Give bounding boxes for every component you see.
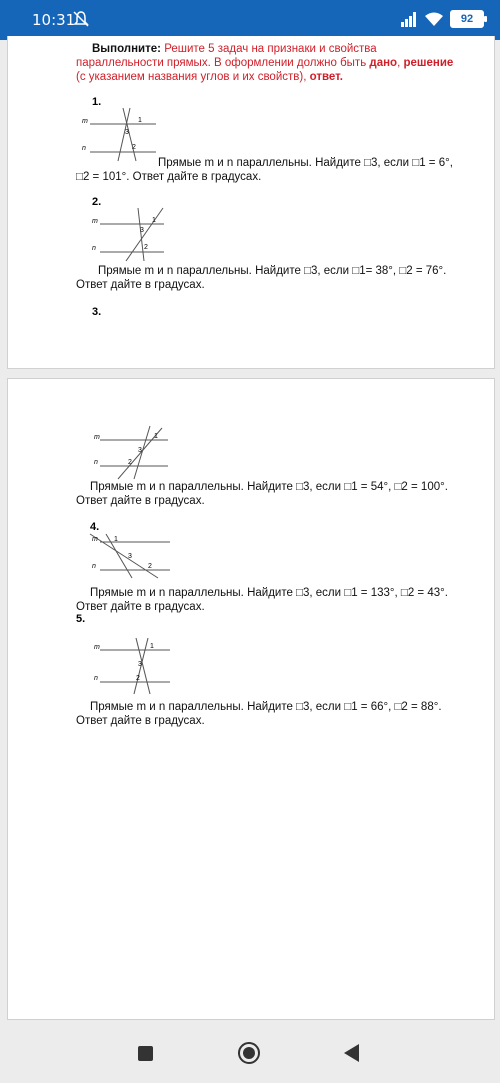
label-angle-2: 2 xyxy=(144,244,148,251)
task-text-2: параллельности прямых. В оформлении должно быть xyxy=(76,57,367,69)
label-n: n xyxy=(92,245,96,252)
problem-5-text-b: Ответ дайте в градусах. xyxy=(76,715,205,727)
problem-1-text-a: Прямые m и n параллельны. Найдите □3, если □1 = 6°, xyxy=(158,157,453,169)
task-text-1: Решите 5 задач на признаки и свойства xyxy=(164,43,377,55)
task-line-2: параллельности прямых. В оформлении должно быть дано, решение xyxy=(76,57,454,69)
problem-1-figure xyxy=(78,106,158,162)
label-m: m xyxy=(92,218,98,225)
label-angle-3: 3 xyxy=(138,661,142,668)
status-time: 10:31 xyxy=(32,11,76,29)
battery-icon: 92 xyxy=(450,10,484,28)
problem-2-figure xyxy=(88,206,168,262)
label-angle-3: 3 xyxy=(125,129,129,136)
bell-muted-icon xyxy=(72,10,90,28)
problem-2-number: 2. xyxy=(92,196,102,208)
problem-5-text-a: Прямые m и n параллельны. Найдите □3, если □1 = 66°, □2 = 88°. xyxy=(90,701,442,713)
label-angle-1: 1 xyxy=(152,217,156,224)
label-angle-2: 2 xyxy=(136,675,140,682)
signal-icon xyxy=(400,11,418,27)
document-page-1 xyxy=(7,36,495,369)
label-angle-2: 2 xyxy=(148,563,152,570)
back-button[interactable] xyxy=(344,1044,359,1062)
wifi-icon xyxy=(424,11,444,27)
problem-2-text-a: Прямые m и n параллельны. Найдите □3, если □1= 38°, □2 = 76°. xyxy=(98,265,447,277)
label-n: n xyxy=(94,675,98,682)
label-angle-1: 1 xyxy=(150,643,154,650)
problem-3-number: 3. xyxy=(92,306,102,318)
label-n: n xyxy=(82,145,86,152)
label-m: m xyxy=(94,434,100,441)
home-button[interactable] xyxy=(238,1042,260,1064)
problem-1-number: 1. xyxy=(92,96,102,108)
problem-1-text-b: □2 = 101°. Ответ дайте в градусах. xyxy=(76,171,262,183)
label-angle-3: 3 xyxy=(138,447,142,454)
problem-5-number: 5. xyxy=(76,613,86,625)
task-line-1 xyxy=(92,42,377,56)
task-prefix: Выполните: xyxy=(92,43,161,55)
label-angle-2: 2 xyxy=(132,144,136,151)
task-otvet: ответ. xyxy=(309,71,343,83)
label-m: m xyxy=(92,536,98,543)
label-m: m xyxy=(94,644,100,651)
document-page-2 xyxy=(7,378,495,1020)
problem-4-figure xyxy=(88,532,172,580)
task-text-3: (с указанием названия углов и их свойств), xyxy=(76,71,307,83)
label-angle-3: 3 xyxy=(140,227,144,234)
problem-3-text-a: Прямые m и n параллельны. Найдите □3, если □1 = 54°, □2 = 100°. xyxy=(90,481,448,493)
status-bar xyxy=(0,0,500,40)
task-dano: дано xyxy=(369,57,398,69)
problem-4-number: 4. xyxy=(90,521,100,533)
problem-2-text-b: Ответ дайте в градусах. xyxy=(76,279,205,291)
label-n: n xyxy=(94,459,98,466)
problem-3-text-b: Ответ дайте в градусах. xyxy=(76,495,205,507)
label-angle-1: 1 xyxy=(138,117,142,124)
recent-apps-button[interactable] xyxy=(138,1046,153,1061)
label-angle-2: 2 xyxy=(128,459,132,466)
label-angle-3: 3 xyxy=(128,553,132,560)
label-angle-1: 1 xyxy=(154,433,158,440)
problem-4-text-b: Ответ дайте в градусах. xyxy=(76,601,205,613)
label-angle-1: 1 xyxy=(114,536,118,543)
label-n: n xyxy=(92,563,96,570)
problem-4-text-a: Прямые m и n параллельны. Найдите □3, если □1 = 133°, □2 = 43°. xyxy=(90,587,448,599)
navigation-bar xyxy=(0,1030,500,1083)
problem-3-figure xyxy=(88,424,172,480)
task-reshenie: решение xyxy=(403,57,454,69)
label-m: m xyxy=(82,118,88,125)
task-line-3 xyxy=(76,70,343,84)
problem-5-figure xyxy=(88,636,172,696)
